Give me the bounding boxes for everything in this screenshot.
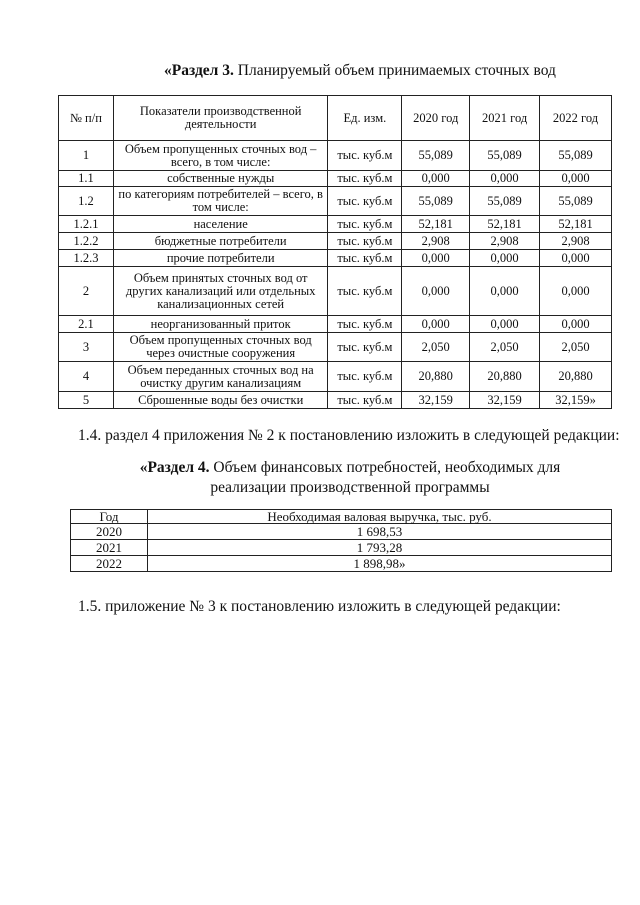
table-cell: 1.2.3 xyxy=(59,250,114,267)
table-cell: 2 xyxy=(59,267,114,316)
table-cell: 52,181 xyxy=(402,216,470,233)
table-cell: 2021 xyxy=(71,540,148,556)
table-cell: 2,908 xyxy=(540,233,612,250)
column-header: № п/п xyxy=(59,96,114,141)
section-4-title xyxy=(100,458,600,498)
table-row xyxy=(71,524,612,540)
table-row xyxy=(71,556,612,572)
table-cell: 0,000 xyxy=(540,171,612,187)
table-cell: 2,050 xyxy=(540,333,612,362)
table-row xyxy=(59,233,612,250)
table-cell: тыс. куб.м xyxy=(328,216,402,233)
table-cell: тыс. куб.м xyxy=(328,250,402,267)
table-cell: 55,089 xyxy=(470,141,540,171)
table-cell: 1 898,98» xyxy=(148,556,612,572)
table-row xyxy=(59,216,612,233)
table-cell: 55,089 xyxy=(540,187,612,216)
table-cell: 1.2.1 xyxy=(59,216,114,233)
table-cell: 32,159» xyxy=(540,392,612,409)
table-cell: тыс. куб.м xyxy=(328,233,402,250)
table-cell: Объем принятых сточных вод от других канализаций или отдельных канализационных сетей xyxy=(113,267,328,316)
table-cell: 32,159 xyxy=(402,392,470,409)
column-header: Год xyxy=(71,510,148,524)
table-cell: тыс. куб.м xyxy=(328,333,402,362)
table-cell: по категориям потребителей – всего, в том числе: xyxy=(113,187,328,216)
table-cell: 0,000 xyxy=(402,171,470,187)
table-cell: 1.1 xyxy=(59,171,114,187)
section-3-title xyxy=(120,62,600,80)
table-cell: неорганизованный приток xyxy=(113,316,328,333)
table-cell: 0,000 xyxy=(470,267,540,316)
wastewater-volume-table xyxy=(58,95,612,409)
table-cell: 1.2.2 xyxy=(59,233,114,250)
table-cell: тыс. куб.м xyxy=(328,392,402,409)
table-cell: Сброшенные воды без очистки xyxy=(113,392,328,409)
table-cell: 55,089 xyxy=(470,187,540,216)
table-cell: тыс. куб.м xyxy=(328,267,402,316)
section-3-title-text: Планируемый объем принимаемых сточных вод xyxy=(237,62,556,79)
section-3-prefix: «Раздел 3. xyxy=(164,62,234,79)
column-header: 2022 год xyxy=(540,96,612,141)
table-row xyxy=(59,187,612,216)
table-cell: 2,050 xyxy=(470,333,540,362)
table-cell: бюджетные потребители xyxy=(113,233,328,250)
table-cell: 0,000 xyxy=(470,316,540,333)
column-header: Показатели производственной деятельности xyxy=(113,96,328,141)
table-row xyxy=(59,362,612,392)
table-cell: 2,050 xyxy=(402,333,470,362)
paragraph-1-4: 1.4. раздел 4 приложения № 2 к постановлению изложить в следующей редакции: xyxy=(78,427,620,444)
table-cell: 55,089 xyxy=(540,141,612,171)
section-4-title-text: Объем финансовых потребностей, необходимых для реализации производственной программы xyxy=(210,459,561,496)
table-cell: 2,908 xyxy=(470,233,540,250)
table-row xyxy=(71,540,612,556)
table-row xyxy=(59,141,612,171)
table-cell: 1 793,28 xyxy=(148,540,612,556)
table-cell: 1 698,53 xyxy=(148,524,612,540)
table-cell: население xyxy=(113,216,328,233)
table-cell: 32,159 xyxy=(470,392,540,409)
table-cell: 1 xyxy=(59,141,114,171)
table-cell: 0,000 xyxy=(470,171,540,187)
financial-needs-table xyxy=(70,509,612,572)
table-cell: 2020 xyxy=(71,524,148,540)
table-cell: 2022 xyxy=(71,556,148,572)
table-cell: 0,000 xyxy=(402,316,470,333)
table-cell: 52,181 xyxy=(470,216,540,233)
column-header: 2021 год xyxy=(470,96,540,141)
table-cell: 0,000 xyxy=(540,267,612,316)
table-row xyxy=(59,316,612,333)
column-header: Ед. изм. xyxy=(328,96,402,141)
table-cell: 55,089 xyxy=(402,141,470,171)
column-header: 2020 год xyxy=(402,96,470,141)
table-cell: 0,000 xyxy=(470,250,540,267)
table-cell: 0,000 xyxy=(402,267,470,316)
table-row xyxy=(59,333,612,362)
table-cell: Объем пропущенных сточных вод – всего, в том числе: xyxy=(113,141,328,171)
table-cell: тыс. куб.м xyxy=(328,316,402,333)
table-row xyxy=(59,267,612,316)
paragraph-1-5: 1.5. приложение № 3 к постановлению изложить в следующей редакции: xyxy=(78,598,561,615)
table-cell: 4 xyxy=(59,362,114,392)
section-4-prefix: «Раздел 4. xyxy=(139,459,210,476)
table-cell: 55,089 xyxy=(402,187,470,216)
table-cell: тыс. куб.м xyxy=(328,187,402,216)
table-cell: 20,880 xyxy=(402,362,470,392)
table-cell: 5 xyxy=(59,392,114,409)
table-cell: тыс. куб.м xyxy=(328,171,402,187)
table-cell: 20,880 xyxy=(540,362,612,392)
table-cell: 0,000 xyxy=(540,250,612,267)
table-cell: 52,181 xyxy=(540,216,612,233)
table-cell: тыс. куб.м xyxy=(328,141,402,171)
table-cell: 0,000 xyxy=(402,250,470,267)
table-row xyxy=(59,250,612,267)
table-cell: 2,908 xyxy=(402,233,470,250)
table-row xyxy=(59,392,612,409)
table-cell: 3 xyxy=(59,333,114,362)
table-row xyxy=(59,171,612,187)
table-cell: тыс. куб.м xyxy=(328,362,402,392)
table-cell: 0,000 xyxy=(540,316,612,333)
column-header: Необходимая валовая выручка, тыс. руб. xyxy=(148,510,612,524)
table-cell: 1.2 xyxy=(59,187,114,216)
table-cell: Объем пропущенных сточных вод через очистные сооружения xyxy=(113,333,328,362)
table-cell: собственные нужды xyxy=(113,171,328,187)
table-cell: 20,880 xyxy=(470,362,540,392)
table-cell: Объем переданных сточных вод на очистку другим канализациям xyxy=(113,362,328,392)
table-cell: 2.1 xyxy=(59,316,114,333)
table-cell: прочие потребители xyxy=(113,250,328,267)
